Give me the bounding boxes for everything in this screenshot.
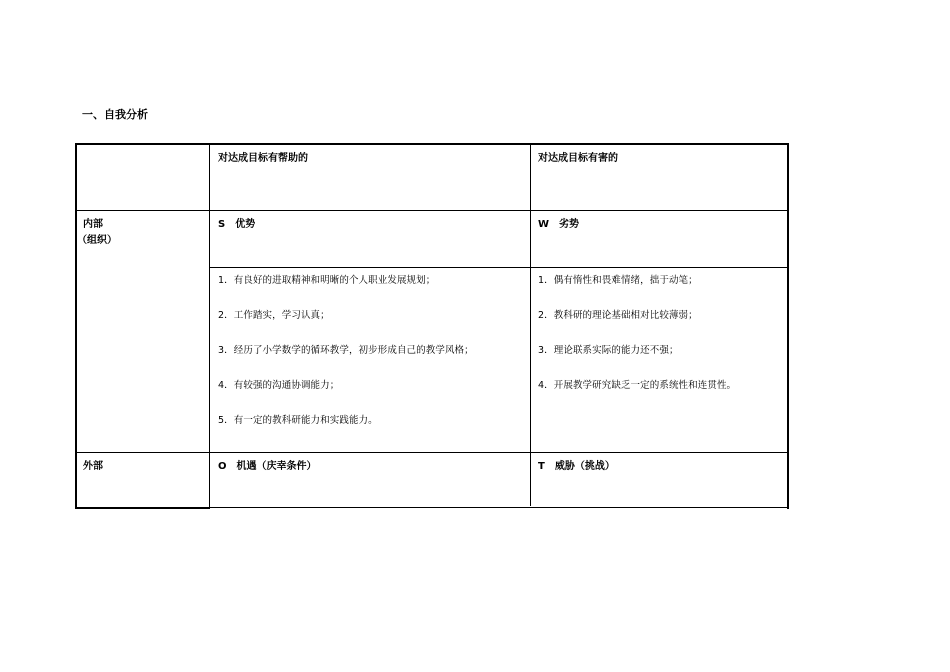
threats-title: T 威胁（挑战） bbox=[538, 461, 615, 472]
strength-item: 1．有良好的进取精神和明晰的个人职业发展规划； bbox=[218, 275, 436, 286]
table-border-top bbox=[75, 143, 789, 145]
strengths-title: S 优势 bbox=[218, 219, 256, 230]
internal-label: 内部 bbox=[83, 219, 103, 230]
strength-item: 2．工作踏实，学习认真； bbox=[218, 310, 330, 321]
opportunities-title: O 机遇（庆幸条件） bbox=[218, 461, 317, 472]
table-border-right bbox=[787, 143, 789, 509]
weakness-item: 1．偶有惰性和畏难情绪，拙于动笔； bbox=[538, 275, 698, 286]
weaknesses-title: W 劣势 bbox=[538, 219, 580, 230]
table-border-bottom-right bbox=[210, 507, 789, 508]
swot-table bbox=[75, 143, 789, 509]
row-divider-header bbox=[75, 210, 789, 211]
strength-item: 5．有一定的教科研能力和实践能力。 bbox=[218, 415, 378, 426]
column-divider-1 bbox=[209, 143, 210, 509]
table-border-bottom-left bbox=[75, 507, 210, 509]
internal-sublabel: （组织） bbox=[77, 235, 117, 246]
external-label: 外部 bbox=[83, 461, 103, 472]
weakness-item: 3．理论联系实际的能力还不强； bbox=[538, 345, 679, 356]
weakness-item: 4．开展教学研究缺乏一定的系统性和连贯性。 bbox=[538, 380, 737, 391]
header-harmful: 对达成目标有害的 bbox=[538, 153, 618, 164]
row-divider-external bbox=[75, 452, 789, 453]
weakness-item: 2．教科研的理论基础相对比较薄弱； bbox=[538, 310, 698, 321]
strength-item: 3．经历了小学数学的循环教学，初步形成自己的教学风格； bbox=[218, 345, 474, 356]
section-heading: 一、自我分析 bbox=[82, 108, 148, 121]
row-divider-sw-title bbox=[210, 267, 789, 268]
strength-item: 4．有较强的沟通协调能力； bbox=[218, 380, 340, 391]
table-border-left bbox=[75, 143, 77, 509]
header-helpful: 对达成目标有帮助的 bbox=[218, 153, 308, 164]
